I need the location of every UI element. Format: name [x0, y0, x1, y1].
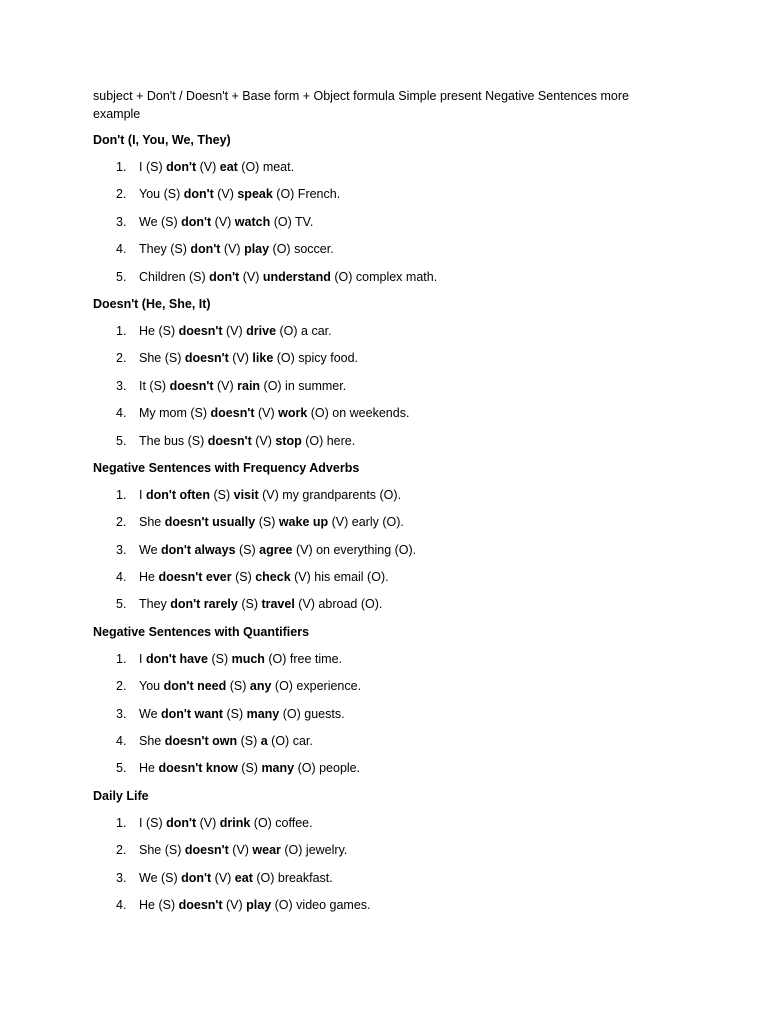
- bold-text: doesn't usually: [164, 515, 256, 530]
- bold-text: doesn't own: [164, 734, 238, 749]
- sentence-text: My mom (S): [139, 406, 211, 421]
- sentence-text: (S): [235, 542, 260, 557]
- sentence-text: We: [139, 706, 161, 721]
- sentence-text: (V): [211, 870, 235, 885]
- list-number: 2.: [116, 351, 127, 366]
- list-number: 3.: [116, 870, 127, 885]
- sentence-text: The bus (S): [139, 433, 208, 448]
- list-number: 5.: [116, 761, 127, 776]
- list-number: 1.: [116, 323, 127, 338]
- bold-text: don't: [181, 214, 212, 229]
- sentence-text: I (S): [139, 160, 167, 174]
- sentence-text: (S): [237, 734, 261, 749]
- bold-text: don't often: [145, 487, 211, 502]
- sentence-text: (O) experience.: [271, 679, 362, 694]
- list-number: 4.: [116, 734, 127, 749]
- sentence-text: She: [139, 734, 165, 749]
- sentence-text: He (S): [139, 897, 179, 912]
- bold-text: many: [246, 706, 280, 721]
- sentence-text: (O) jewelry.: [280, 843, 348, 858]
- example-list: [93, 650, 663, 778]
- list-item: [93, 432, 663, 450]
- bold-text: doesn't: [178, 897, 223, 912]
- list-number: 4.: [116, 570, 127, 585]
- list-item: [93, 732, 663, 750]
- sections-container: [93, 131, 663, 914]
- bold-text: don't rarely: [170, 597, 238, 612]
- sentence-text: (V): [228, 843, 253, 858]
- list-item: [93, 513, 663, 531]
- sentence-text: (O) French.: [272, 187, 341, 202]
- bold-text: like: [252, 351, 274, 366]
- sentence-text: He: [139, 761, 159, 776]
- sentence-text: (O) people.: [294, 761, 361, 776]
- list-number: 2.: [116, 515, 127, 530]
- example-list: [93, 158, 663, 286]
- sentence-text: (V): [213, 187, 238, 202]
- bold-text: speak: [237, 187, 273, 202]
- list-number: 1.: [116, 160, 127, 174]
- list-item: [93, 185, 663, 203]
- bold-text: agree: [259, 542, 293, 557]
- bold-text: visit: [233, 487, 259, 502]
- bold-text: don't: [183, 187, 214, 202]
- sentence-text: (O) soccer.: [269, 242, 334, 257]
- sentence-text: I: [139, 651, 146, 666]
- section-heading: Negative Sentences with Quantifiers: [93, 624, 310, 639]
- list-number: 3.: [116, 542, 127, 557]
- list-item: [93, 841, 663, 859]
- list-number: 5.: [116, 597, 127, 612]
- bold-text: understand: [262, 269, 331, 284]
- bold-text: eat: [234, 870, 253, 885]
- bold-text: doesn't ever: [158, 570, 232, 585]
- bold-text: a: [260, 734, 268, 749]
- bold-text: don't: [166, 160, 197, 174]
- bold-text: wake up: [278, 515, 329, 530]
- sentence-text: (S): [207, 651, 232, 666]
- sentence-text: (S): [237, 761, 262, 776]
- list-item: [93, 568, 663, 586]
- intro-paragraph: subject + Don't / Doesn't + Base form + Object formula Simple present Negative Sentences more example: [93, 89, 629, 121]
- sentence-text: We (S): [139, 870, 182, 885]
- bold-text: doesn't: [207, 433, 252, 448]
- sentence-text: You (S): [139, 187, 184, 202]
- list-number: 1.: [116, 487, 127, 502]
- sentence-text: (V) on everything (O).: [292, 542, 417, 557]
- list-number: 2.: [116, 843, 127, 858]
- bold-text: many: [261, 761, 295, 776]
- list-item: [93, 541, 663, 559]
- bold-text: doesn't: [169, 378, 214, 393]
- section-heading: Daily Life: [93, 788, 149, 803]
- sentence-text: (V): [254, 406, 279, 421]
- bold-text: play: [244, 242, 270, 257]
- sentence-text: (O) a car.: [276, 323, 332, 338]
- sentence-text: (V): [222, 323, 247, 338]
- sentence-text: (S): [231, 570, 256, 585]
- list-item: [93, 404, 663, 422]
- list-item: [93, 349, 663, 367]
- example-list: [93, 814, 663, 914]
- bold-text: doesn't know: [158, 761, 238, 776]
- list-item: [93, 759, 663, 777]
- sentence-text: (V): [196, 815, 220, 830]
- sentence-text: We (S): [139, 214, 182, 229]
- list-item: [93, 705, 663, 723]
- bold-text: any: [249, 679, 272, 694]
- list-item: [93, 869, 663, 887]
- document-page: [93, 87, 663, 923]
- sentence-text: (V) early (O).: [328, 515, 404, 530]
- list-number: 3.: [116, 214, 127, 229]
- list-item: [93, 213, 663, 231]
- sentence-text: I: [139, 487, 146, 502]
- sentence-text: (S): [226, 679, 250, 694]
- sentence-text: (O) video games.: [271, 897, 371, 912]
- sentence-text: (O) coffee.: [250, 815, 313, 830]
- bold-text: check: [255, 570, 291, 585]
- sentence-text: (V): [228, 351, 253, 366]
- list-number: 2.: [116, 187, 127, 202]
- sentence-text: (O) TV.: [270, 214, 314, 229]
- sentence-text: (O) meat.: [237, 160, 295, 174]
- section-heading: Negative Sentences with Frequency Adverbs: [93, 460, 360, 475]
- list-item: [93, 486, 663, 504]
- bold-text: doesn't: [210, 406, 255, 421]
- list-number: 5.: [116, 269, 127, 284]
- sentence-text: (V) his email (O).: [290, 570, 389, 585]
- section-heading: Don't (I, You, We, They): [93, 133, 231, 147]
- sentence-text: (S): [210, 487, 234, 502]
- sentence-text: It (S): [139, 378, 170, 393]
- bold-text: doesn't: [178, 323, 223, 338]
- sentence-text: (O) spicy food.: [273, 351, 359, 366]
- list-item: [93, 377, 663, 395]
- list-item: [93, 240, 663, 258]
- sentence-text: They (S): [139, 242, 191, 257]
- list-number: 2.: [116, 679, 127, 694]
- list-item: [93, 595, 663, 613]
- sentence-text: She: [139, 515, 165, 530]
- bold-text: doesn't: [184, 351, 229, 366]
- bold-text: drink: [219, 815, 251, 830]
- list-number: 5.: [116, 433, 127, 448]
- sentence-text: You: [139, 679, 164, 694]
- list-item: [93, 814, 663, 832]
- list-item: [93, 650, 663, 668]
- bold-text: travel: [261, 597, 295, 612]
- list-number: 4.: [116, 242, 127, 257]
- bold-text: play: [246, 897, 272, 912]
- list-item: [93, 322, 663, 340]
- sentence-text: (O) in summer.: [260, 378, 347, 393]
- bold-text: don't: [190, 242, 221, 257]
- bold-text: doesn't: [184, 843, 229, 858]
- sentence-text: (V): [211, 214, 235, 229]
- bold-text: don't want: [161, 706, 223, 721]
- sentence-text: (O) guests.: [279, 706, 345, 721]
- sentence-text: (V): [251, 433, 276, 448]
- sentence-text: I (S): [139, 815, 167, 830]
- list-item: [93, 677, 663, 695]
- sentence-text: (V) my grandparents (O).: [258, 487, 402, 502]
- sentence-text: She (S): [139, 843, 185, 858]
- sentence-text: (V): [222, 897, 247, 912]
- sentence-text: (O) free time.: [264, 651, 343, 666]
- list-number: 1.: [116, 815, 127, 830]
- bold-text: don't: [209, 269, 240, 284]
- bold-text: work: [278, 406, 308, 421]
- list-number: 4.: [116, 897, 127, 912]
- sentence-text: (V): [220, 242, 245, 257]
- section-heading: Doesn't (He, She, It): [93, 296, 211, 311]
- sentence-text: He: [139, 570, 159, 585]
- sentence-text: Children (S): [139, 269, 210, 284]
- sentence-text: (O) breakfast.: [252, 870, 333, 885]
- sentence-text: (O) complex math.: [330, 269, 438, 284]
- bold-text: don't have: [145, 651, 208, 666]
- sentence-text: (O) car.: [267, 734, 313, 749]
- list-number: 1.: [116, 651, 127, 666]
- bold-text: don't: [166, 815, 197, 830]
- sentence-text: (O) on weekends.: [307, 406, 410, 421]
- bold-text: drive: [246, 323, 277, 338]
- example-list: [93, 486, 663, 614]
- sentence-text: (O) here.: [301, 433, 356, 448]
- example-list: [93, 322, 663, 450]
- sentence-text: (S): [255, 515, 279, 530]
- sentence-text: (V): [196, 160, 220, 174]
- bold-text: much: [231, 651, 265, 666]
- sentence-text: (S): [223, 706, 247, 721]
- list-item: [93, 896, 663, 914]
- sentence-text: (V): [239, 269, 263, 284]
- bold-text: don't: [181, 870, 212, 885]
- list-item: [93, 268, 663, 286]
- sentence-text: (V): [213, 378, 238, 393]
- sentence-text: (S): [237, 597, 262, 612]
- bold-text: stop: [275, 433, 302, 448]
- bold-text: don't need: [163, 679, 227, 694]
- list-item: [93, 158, 663, 176]
- list-number: 3.: [116, 378, 127, 393]
- bold-text: wear: [252, 843, 281, 858]
- list-number: 4.: [116, 406, 127, 421]
- sentence-text: (V) abroad (O).: [294, 597, 383, 612]
- bold-text: eat: [219, 160, 238, 174]
- bold-text: don't always: [161, 542, 236, 557]
- list-number: 3.: [116, 706, 127, 721]
- bold-text: watch: [234, 214, 271, 229]
- sentence-text: She (S): [139, 351, 185, 366]
- sentence-text: We: [139, 542, 161, 557]
- sentence-text: He (S): [139, 323, 179, 338]
- bold-text: rain: [237, 378, 261, 393]
- sentence-text: They: [139, 597, 171, 612]
